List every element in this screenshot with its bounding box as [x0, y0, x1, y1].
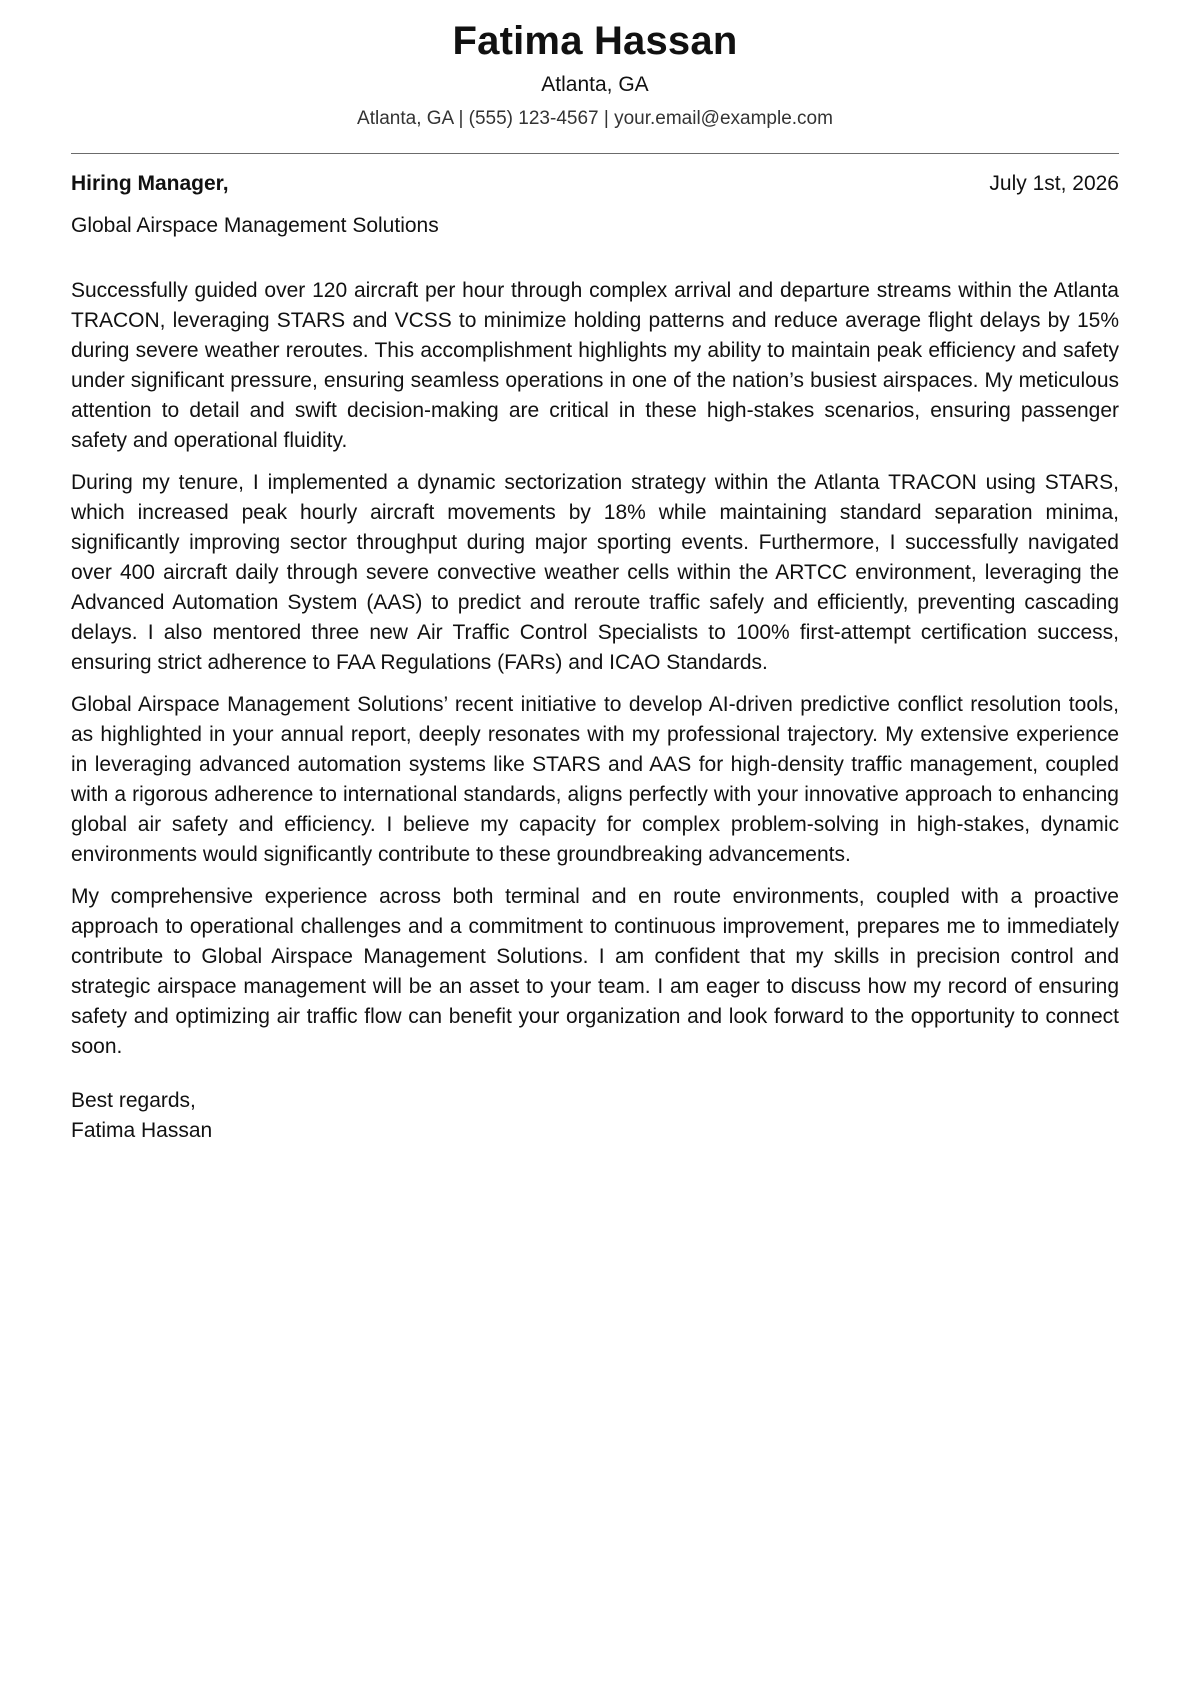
header-divider — [71, 153, 1119, 154]
body-paragraph: Successfully guided over 120 aircraft per hour through complex arrival and departure streams within the Atlanta TRACON, leveraging STARS and VCSS to minimize holding patterns and reduce average flight delays by 15% during severe weather reroutes. This accomplishment highlights my ability to maintain peak efficiency and safety under significant pressure, ensuring seamless operations in one of the nation’s busiest airspaces. My meticulous attention to detail and swift decision-making are critical in these high-stakes scenarios, ensuring passenger safety and operational fluidity. — [71, 279, 1119, 452]
applicant-location: Atlanta, GA — [541, 73, 649, 96]
applicant-contact-line: Atlanta, GA | (555) 123-4567 | your.email@example.com — [357, 108, 833, 129]
body-paragraph: Global Airspace Management Solutions’ recent initiative to develop AI-driven predictive conflict resolution tools, as highlighted in your annual report, deeply resonates with my professional trajectory. My extensive experience in leveraging advanced automation systems like STARS and AAS for high-density traffic management, coupled with a rigorous adherence to international standards, aligns perfectly with your innovative approach to enhancing global air safety and efficiency. I believe my capacity for complex problem-solving in high-stakes, dynamic environments would significantly contribute to these groundbreaking advancements. — [71, 693, 1119, 866]
body-paragraph: My comprehensive experience across both terminal and en route environments, coupled with a proactive approach to operational challenges and a commitment to continuous improvement, prepares me to immediately contribute to Global Airspace Management Solutions. I am confident that my skills in precision control and strategic airspace management will be an asset to your team. I am eager to discuss how my record of ensuring safety and optimizing air traffic flow can benefit your organization and look forward to the opportunity to connect soon. — [71, 885, 1119, 1058]
letter-closing — [71, 1086, 1119, 1146]
recipient-row — [71, 170, 1119, 198]
signature-name: Fatima Hassan — [71, 1119, 213, 1142]
recipient-company: Global Airspace Management Solutions — [71, 214, 439, 237]
recipient-salutation: Hiring Manager, — [71, 172, 229, 195]
applicant-name: Fatima Hassan — [452, 19, 738, 63]
sign-off: Best regards, — [71, 1089, 196, 1112]
letter-header — [71, 0, 1119, 132]
letter-date: July 1st, 2026 — [989, 172, 1119, 195]
body-paragraph: During my tenure, I implemented a dynamic sectorization strategy within the Atlanta TRACON using STARS, which increased peak hourly aircraft movements by 18% while maintaining standard separation minima, significantly improving sector throughput during major sporting events. Furthermore, I successfully navigated over 400 aircraft daily through severe convective weather cells within the ARTCC environment, leveraging the Advanced Automation System (AAS) to predict and reroute traffic safely and efficiently, preventing cascading delays. I also mentored three new Air Traffic Control Specialists to 100% first-attempt certification success, ensuring strict adherence to FAA Regulations (FARs) and ICAO Standards. — [71, 471, 1119, 674]
letter-body — [71, 276, 1119, 1062]
